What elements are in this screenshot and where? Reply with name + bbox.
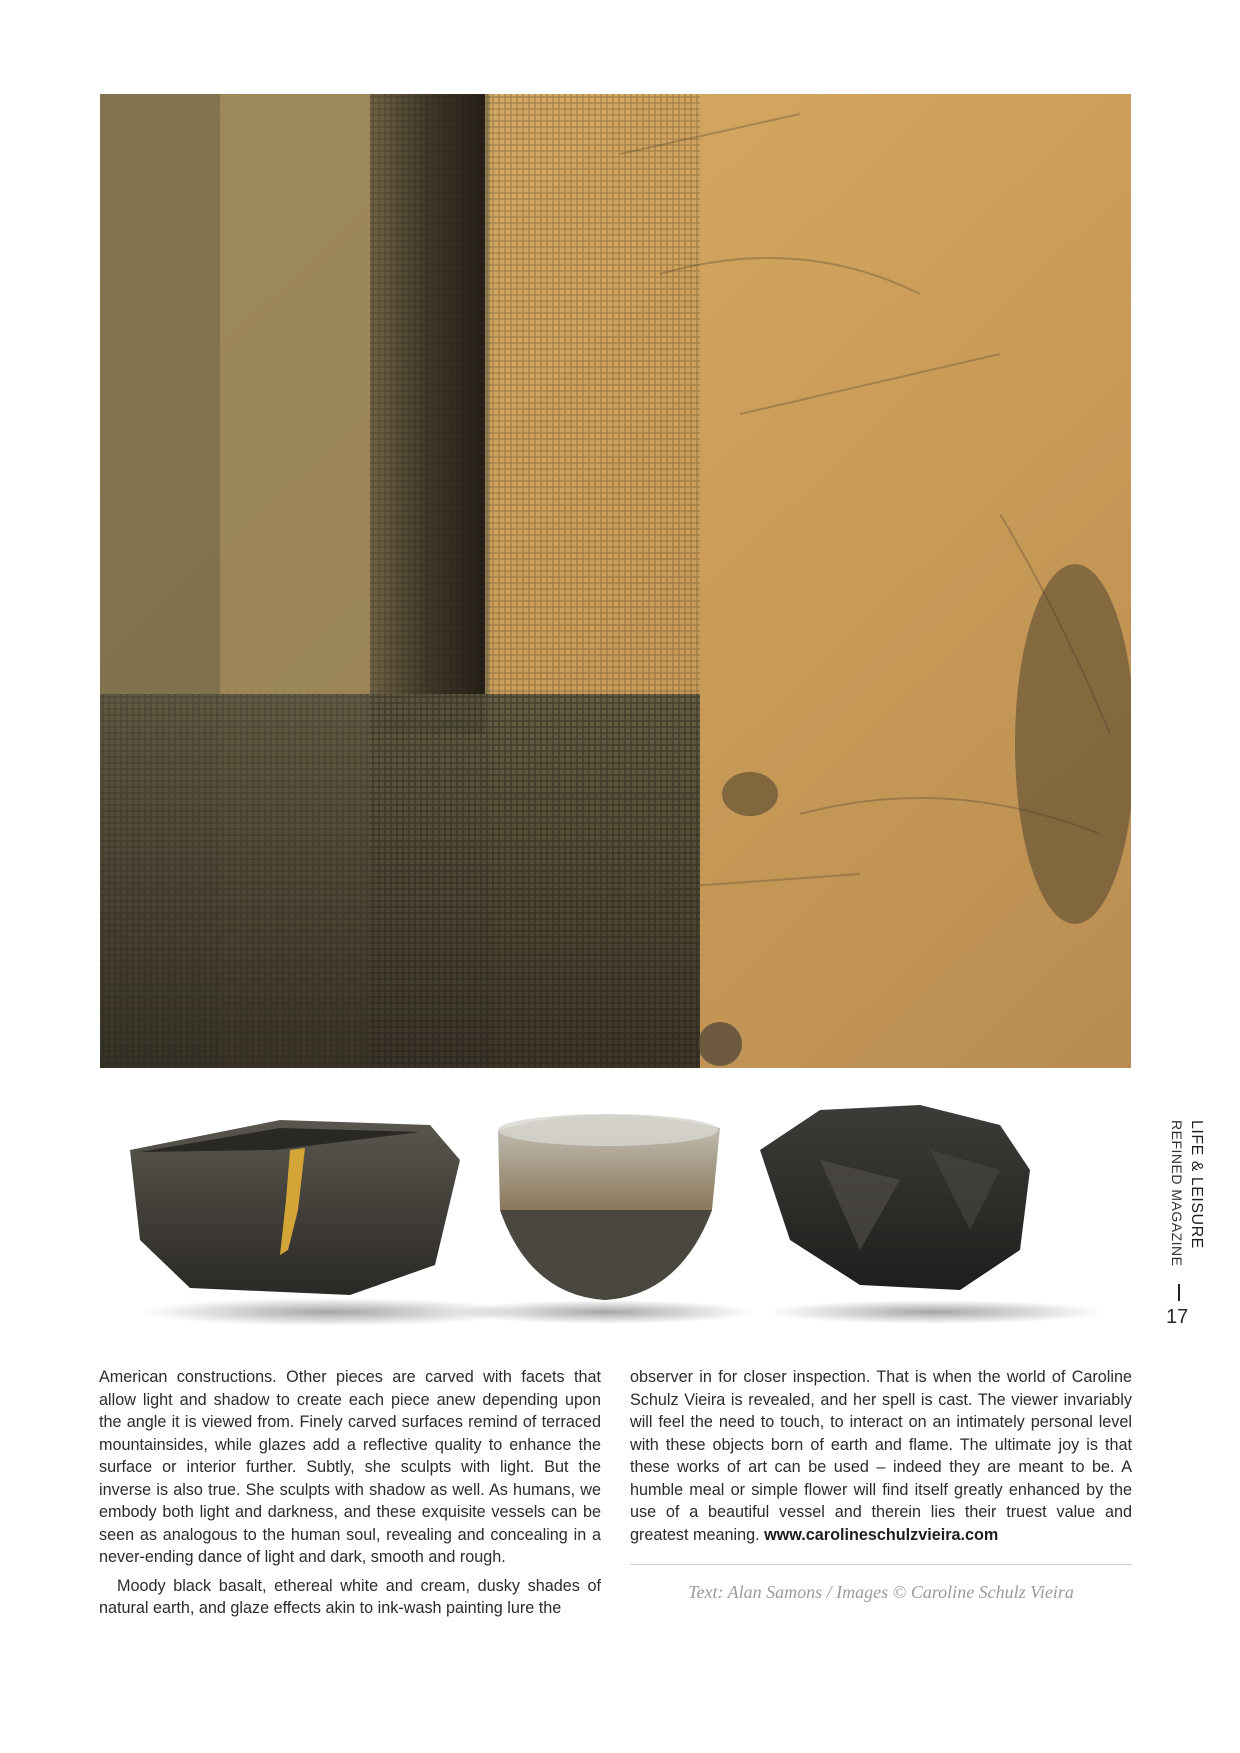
article-paragraph: Moody black basalt, ethereal white and cream, dusky shades of natural earth, and glaze effects akin to ink-wash painting lure the [99, 1576, 601, 1617]
abstract-painting-image [100, 94, 1131, 1068]
article-paragraph: observer in for closer inspection. That is when the world of Caroline Schulz Vieira is revealed, and her spell is cast. The viewer invariably will feel the need to touch, to interact on an intimately personal level with these objects born of earth and flame. The ultimate joy is that these works of art can be used – indeed they are meant to be. A humble meal or simple flower will find itself greatly enhanced by the use of a beautiful vessel and therein lies their truest value and greatest meaning. [630, 1368, 1132, 1544]
article-paragraph-with-link [630, 1366, 1132, 1546]
credit-divider [630, 1564, 1132, 1565]
page-number: 17 [1166, 1306, 1189, 1328]
article-column-right [630, 1366, 1132, 1546]
article-column-left [99, 1366, 601, 1620]
running-head [1158, 1120, 1208, 1330]
magazine-name: REFINED MAGAZINE [1169, 1120, 1185, 1267]
article-paragraph: American constructions. Other pieces are carved with facets that allow light and shadow to create each piece anew depending upon the angle it is viewed from. Finely carved surfaces remind of terraced mountainsides, while glazes add a reflective quality to enhance the surface or interior further. Subtly, she sculpts with light. But the inverse is also true. She sculpts with shadow as well. As humans, we embody both light and darkness, and these exquisite vessels can be seen as analogous to the human soul, revealing and concealing in a never-ending dance of light and dark, smooth and rough. [99, 1368, 601, 1566]
artist-website-link[interactable]: www.carolineschulzvieira.com [764, 1525, 999, 1544]
image-credit: Text: Alan Samons / Images © Caroline Schulz Vieira [688, 1582, 1074, 1602]
ceramic-vessels-image [100, 1090, 1131, 1330]
running-head-divider [1178, 1284, 1180, 1301]
magazine-section-title: LIFE & LEISURE [1188, 1120, 1205, 1249]
